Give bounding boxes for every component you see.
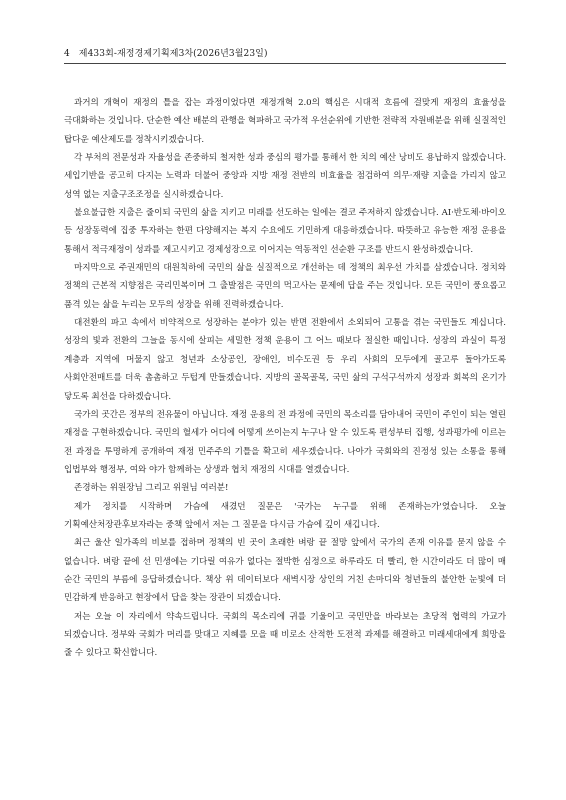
session-title: 제433회-재정경제기획제3차(2026년3월23일) — [78, 49, 268, 59]
body-text — [64, 94, 506, 663]
paragraph: 국가의 곳간은 정부의 전유물이 아닙니다. 재정 운용의 전 과정에 국민의 목소리를 담아내어 국민이 주인이 되는 열린 재정을 구현하겠습니다. 국민의 혈세가 어디에 어떻게 쓰이는지 누구나 알 수 있도록 편성부터 집행, 성과평가에 이르는 전 과정을 투명하게 공개하여 재정 민주주의 기틀을 확고히 세우겠습니다. 나아가 국회와의 진정성 있는 소통을 통해 입법부와 행정부, 여와 야가 함께하는 상생과 협치 재정의 시대를 열겠습니다. — [64, 409, 506, 475]
paragraph: 각 부처의 전문성과 자율성을 존중하되 철저한 성과 중심의 평가를 통해서 한 치의 예산 낭비도 용납하지 않겠습니다. 세입기반을 공고히 다지는 노력과 더불어 중앙과 지방 재정 전반의 비효율을 점검하여 의무·재량 지출을 가리지 않고 성역 없는 지출구조조정을 실시하겠습니다. — [64, 153, 506, 200]
paragraph: 과거의 개혁이 재정의 틀을 잡는 과정이었다면 재정개혁 2.0의 핵심은 시대적 흐름에 걸맞게 재정의 효율성을 극대화하는 것입니다. 단순한 예산 배분의 관행을 혁파하고 국가적 우선순위에 기반한 전략적 자원배분을 위해 실질적인 탑다운 예산제도를 정착시키겠습니다. — [64, 98, 506, 145]
page-header — [64, 46, 268, 59]
paragraph: 대전환의 파고 속에서 비약적으로 성장하는 분야가 있는 반면 전환에서 소외되어 고통을 겪는 국민들도 계십니다. 성장의 빛과 전환의 그늘을 동시에 살피는 세밀한 정책 운용이 그 어느 때보다 절실한 때입니다. 성장의 과실이 특정 계층과 지역에 머물지 않고 청년과 소상공인, 장애인, 비수도권 등 우리 사회의 모두에게 골고루 돌아가도록 사회안전매트를 더욱 촘촘하고 두텁게 만들겠습니다. 지방의 골목골목, 국민 삶의 구석구석까지 성장과 회복의 온기가 닿도록 최선을 다하겠습니다. — [64, 318, 506, 402]
paragraph: 마지막으로 주권재민의 대원칙하에 국민의 삶을 실질적으로 개선하는 데 정책의 최우선 가치를 삼겠습니다. 정치와 정책의 근본적 지향점은 국리민복이며 그 출발점은 국민의 먹고사는 문제에 답을 주는 것입니다. 모든 국민이 풍요롭고 품격 있는 삶을 누리는 모두의 성장을 위해 진력하겠습니다. — [64, 263, 506, 310]
header-divider — [64, 63, 506, 64]
salutation: 존경하는 위원장님 그리고 위원님 여러분! — [74, 483, 229, 494]
paragraph: 제가 정치를 시작하며 가슴에 새겼던 질문은 '국가는 누구를 위해 존재하는가'였습니다. 오늘 기획예산처장관후보자라는 중책 앞에서 저는 그 질문을 다시금 가슴에 깊이 새깁니다. — [64, 501, 506, 530]
page-number: 4 — [64, 49, 70, 59]
paragraph: 불요불급한 지출은 줄이되 국민의 삶을 지키고 미래를 선도하는 일에는 결코 주저하지 않겠습니다. AI·반도체·바이오 등 성장동력에 집중 투자하는 한편 다양해지는 복지 수요에도 기민하게 대응하겠습니다. 따뜻하고 유능한 재정 운용을 통해서 적극재정이 성과를 제고시키고 경제성장으로 이어지는 역동적인 선순환 구조를 반드시 완성하겠습니다. — [64, 208, 506, 255]
paragraph: 최근 울산 일가족의 비보를 접하며 정책의 빈 곳이 초래한 벼랑 끝 절망 앞에서 국가의 존재 이유를 묻지 않을 수 없습니다. 벼랑 끝에 선 민생에는 기다릴 여유가 없다는 절박한 심정으로 하루라도 더 빨리, 한 시간이라도 더 많이 매 순간 국민의 부름에 응답하겠습니다. 책상 위 데이터보다 새벽시장 상인의 거친 손마디와 청년들의 불안한 눈빛에 더 민감하게 반응하고 현장에서 답을 찾는 장관이 되겠습니다. — [64, 538, 506, 604]
paragraph: 저는 오늘 이 자리에서 약속드립니다. 국회의 목소리에 귀를 기울이고 국민만을 바라보는 초당적 협력의 가교가 되겠습니다. 정부와 국회가 머리를 맞대고 지혜를 모을 때 비로소 산적한 도전적 과제를 해결하고 미래세대에게 희망을 줄 수 있다고 확신합니다. — [64, 611, 506, 659]
